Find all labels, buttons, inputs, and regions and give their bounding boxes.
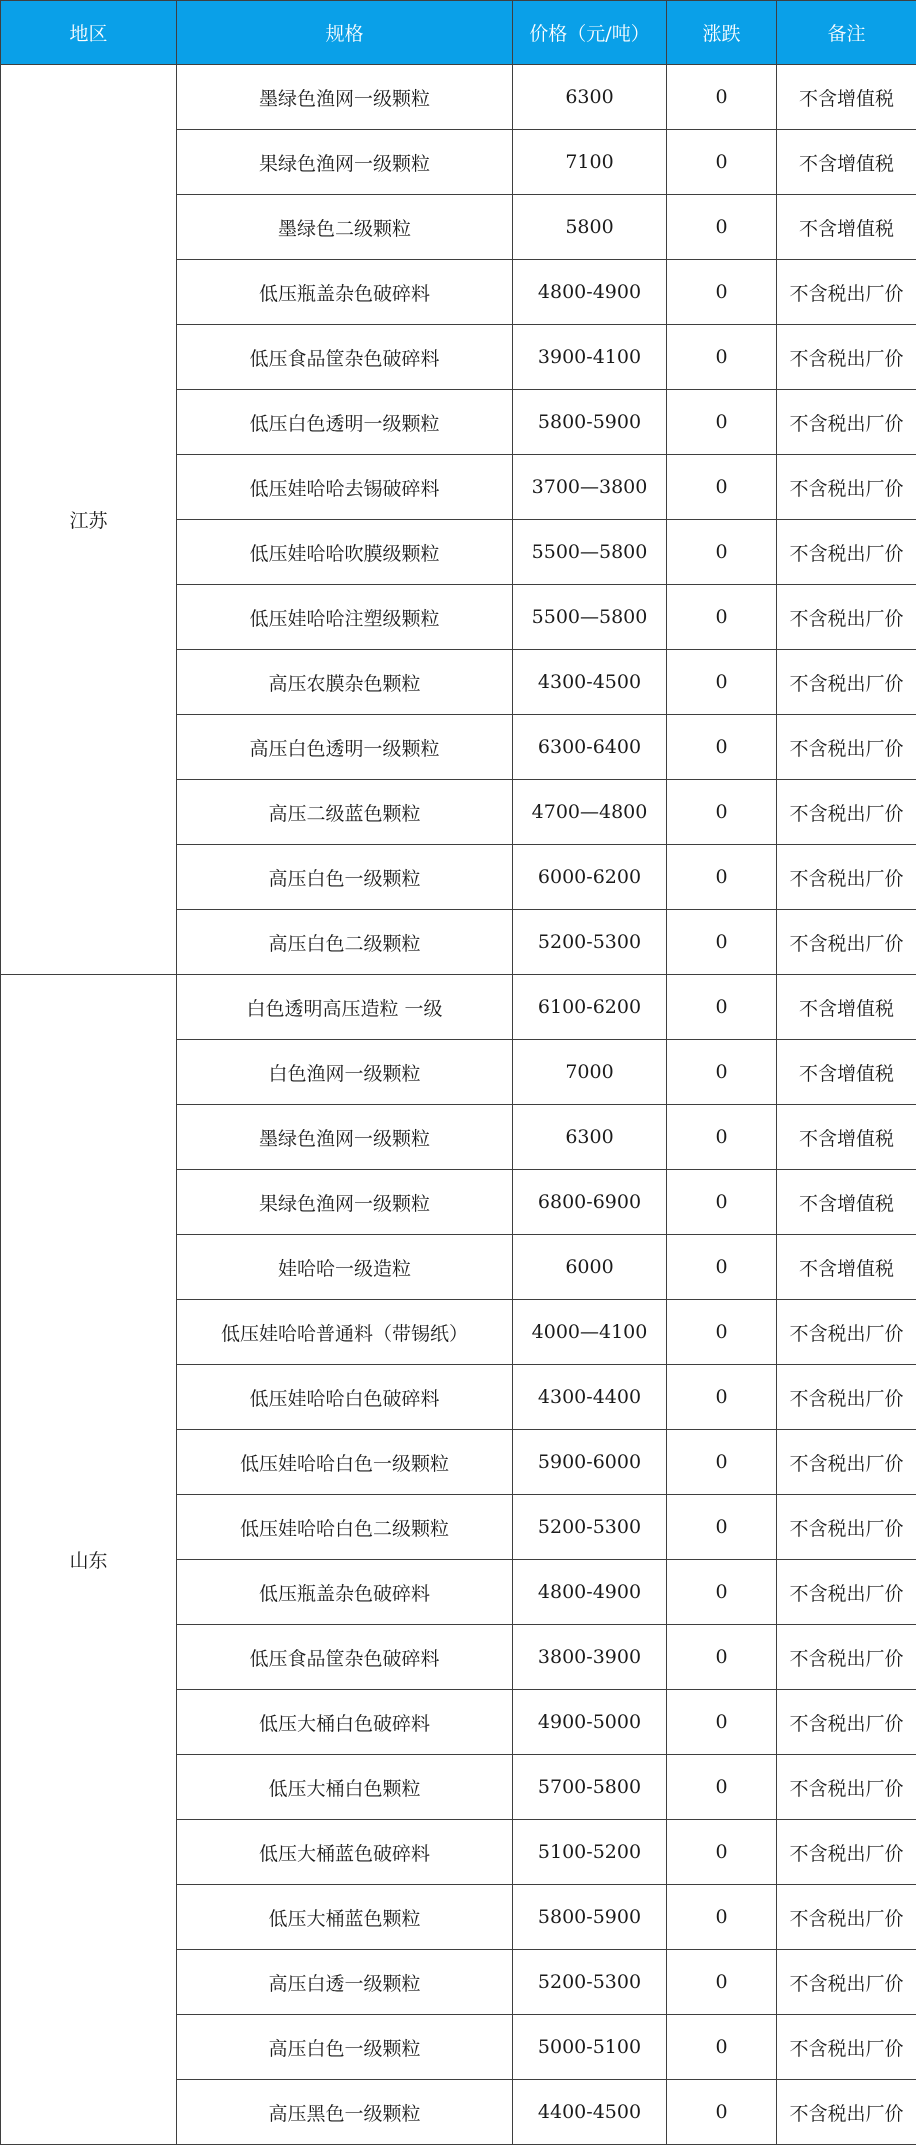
spec-cell: 果绿色渔网一级颗粒: [177, 130, 513, 195]
change-cell: 0: [667, 455, 777, 520]
change-cell: 0: [667, 2080, 777, 2145]
header-region: 地区: [1, 1, 177, 65]
price-cell: 5200-5300: [513, 910, 667, 975]
price-cell: 6100-6200: [513, 975, 667, 1040]
spec-cell: 低压大桶蓝色破碎料: [177, 1820, 513, 1885]
note-cell: 不含税出厂价: [777, 2015, 916, 2080]
header-price: 价格（元/吨）: [513, 1, 667, 65]
table-row: [1, 975, 916, 1040]
note-cell: 不含税出厂价: [777, 260, 916, 325]
spec-cell: 高压二级蓝色颗粒: [177, 780, 513, 845]
note-cell: 不含增值税: [777, 975, 916, 1040]
region-cell: 山东: [1, 975, 177, 2145]
price-cell: 4800-4900: [513, 260, 667, 325]
spec-cell: 低压大桶蓝色颗粒: [177, 1885, 513, 1950]
change-cell: 0: [667, 1885, 777, 1950]
spec-cell: 低压大桶白色颗粒: [177, 1755, 513, 1820]
spec-cell: 低压娃哈哈吹膜级颗粒: [177, 520, 513, 585]
note-cell: 不含税出厂价: [777, 1820, 916, 1885]
change-cell: 0: [667, 390, 777, 455]
change-cell: 0: [667, 1105, 777, 1170]
note-cell: 不含税出厂价: [777, 1625, 916, 1690]
spec-cell: 高压黑色一级颗粒: [177, 2080, 513, 2145]
header-spec: 规格: [177, 1, 513, 65]
spec-cell: 白色渔网一级颗粒: [177, 1040, 513, 1105]
header-change: 涨跌: [667, 1, 777, 65]
spec-cell: 墨绿色渔网一级颗粒: [177, 65, 513, 130]
spec-cell: 低压大桶白色破碎料: [177, 1690, 513, 1755]
spec-cell: 低压白色透明一级颗粒: [177, 390, 513, 455]
note-cell: 不含税出厂价: [777, 650, 916, 715]
price-cell: 5800: [513, 195, 667, 260]
spec-cell: 低压食品筐杂色破碎料: [177, 325, 513, 390]
change-cell: 0: [667, 65, 777, 130]
spec-cell: 娃哈哈一级造粒: [177, 1235, 513, 1300]
change-cell: 0: [667, 780, 777, 845]
price-cell: 5200-5300: [513, 1495, 667, 1560]
note-cell: 不含税出厂价: [777, 715, 916, 780]
price-cell: 5500—5800: [513, 520, 667, 585]
spec-cell: 高压白色透明一级颗粒: [177, 715, 513, 780]
change-cell: 0: [667, 1430, 777, 1495]
change-cell: 0: [667, 1495, 777, 1560]
note-cell: 不含增值税: [777, 1235, 916, 1300]
note-cell: 不含税出厂价: [777, 1950, 916, 2015]
change-cell: 0: [667, 1300, 777, 1365]
spec-cell: 高压农膜杂色颗粒: [177, 650, 513, 715]
spec-cell: 白色透明高压造粒 一级: [177, 975, 513, 1040]
note-cell: 不含税出厂价: [777, 2080, 916, 2145]
change-cell: 0: [667, 715, 777, 780]
change-cell: 0: [667, 1365, 777, 1430]
change-cell: 0: [667, 845, 777, 910]
change-cell: 0: [667, 1170, 777, 1235]
change-cell: 0: [667, 1040, 777, 1105]
price-cell: 5800-5900: [513, 390, 667, 455]
price-cell: 4300-4500: [513, 650, 667, 715]
price-cell: 5500—5800: [513, 585, 667, 650]
price-cell: 7100: [513, 130, 667, 195]
price-cell: 6800-6900: [513, 1170, 667, 1235]
price-cell: 5700-5800: [513, 1755, 667, 1820]
note-cell: 不含税出厂价: [777, 390, 916, 455]
price-cell: 6000-6200: [513, 845, 667, 910]
note-cell: 不含税出厂价: [777, 1300, 916, 1365]
note-cell: 不含增值税: [777, 1040, 916, 1105]
change-cell: 0: [667, 195, 777, 260]
price-cell: 3700—3800: [513, 455, 667, 520]
change-cell: 0: [667, 1755, 777, 1820]
note-cell: 不含增值税: [777, 1105, 916, 1170]
price-cell: 4400-4500: [513, 2080, 667, 2145]
note-cell: 不含税出厂价: [777, 1430, 916, 1495]
change-cell: 0: [667, 260, 777, 325]
note-cell: 不含税出厂价: [777, 910, 916, 975]
spec-cell: 低压瓶盖杂色破碎料: [177, 1560, 513, 1625]
price-cell: 3800-3900: [513, 1625, 667, 1690]
change-cell: 0: [667, 1235, 777, 1300]
spec-cell: 高压白色二级颗粒: [177, 910, 513, 975]
spec-cell: 低压食品筐杂色破碎料: [177, 1625, 513, 1690]
spec-cell: 低压娃哈哈白色破碎料: [177, 1365, 513, 1430]
change-cell: 0: [667, 1625, 777, 1690]
spec-cell: 高压白透一级颗粒: [177, 1950, 513, 2015]
change-cell: 0: [667, 585, 777, 650]
price-cell: 5000-5100: [513, 2015, 667, 2080]
table-header: [1, 1, 916, 65]
note-cell: 不含增值税: [777, 195, 916, 260]
price-cell: 7000: [513, 1040, 667, 1105]
price-cell: 4800-4900: [513, 1560, 667, 1625]
change-cell: 0: [667, 1560, 777, 1625]
note-cell: 不含税出厂价: [777, 455, 916, 520]
change-cell: 0: [667, 650, 777, 715]
spec-cell: 果绿色渔网一级颗粒: [177, 1170, 513, 1235]
price-cell: 5800-5900: [513, 1885, 667, 1950]
change-cell: 0: [667, 2015, 777, 2080]
header-note: 备注: [777, 1, 916, 65]
note-cell: 不含税出厂价: [777, 1690, 916, 1755]
note-cell: 不含税出厂价: [777, 1755, 916, 1820]
spec-cell: 低压娃哈哈注塑级颗粒: [177, 585, 513, 650]
note-cell: 不含税出厂价: [777, 780, 916, 845]
change-cell: 0: [667, 520, 777, 585]
spec-cell: 低压娃哈哈白色一级颗粒: [177, 1430, 513, 1495]
change-cell: 0: [667, 1690, 777, 1755]
note-cell: 不含税出厂价: [777, 1560, 916, 1625]
price-cell: 6300-6400: [513, 715, 667, 780]
price-cell: 4300-4400: [513, 1365, 667, 1430]
note-cell: 不含税出厂价: [777, 325, 916, 390]
spec-cell: 墨绿色渔网一级颗粒: [177, 1105, 513, 1170]
price-cell: 6300: [513, 65, 667, 130]
price-cell: 5900-6000: [513, 1430, 667, 1495]
price-cell: 5200-5300: [513, 1950, 667, 2015]
price-cell: 5100-5200: [513, 1820, 667, 1885]
region-cell: 江苏: [1, 65, 177, 975]
note-cell: 不含增值税: [777, 65, 916, 130]
table-body: [1, 65, 916, 2145]
change-cell: 0: [667, 325, 777, 390]
spec-cell: 低压娃哈哈去锡破碎料: [177, 455, 513, 520]
price-cell: 6000: [513, 1235, 667, 1300]
change-cell: 0: [667, 130, 777, 195]
price-cell: 4000—4100: [513, 1300, 667, 1365]
change-cell: 0: [667, 910, 777, 975]
spec-cell: 低压瓶盖杂色破碎料: [177, 260, 513, 325]
change-cell: 0: [667, 1820, 777, 1885]
note-cell: 不含税出厂价: [777, 845, 916, 910]
spec-cell: 高压白色一级颗粒: [177, 845, 513, 910]
price-cell: 3900-4100: [513, 325, 667, 390]
note-cell: 不含税出厂价: [777, 1365, 916, 1430]
change-cell: 0: [667, 975, 777, 1040]
change-cell: 0: [667, 1950, 777, 2015]
price-cell: 4900-5000: [513, 1690, 667, 1755]
header-row: [1, 1, 916, 65]
note-cell: 不含税出厂价: [777, 520, 916, 585]
table-row: [1, 65, 916, 130]
note-cell: 不含税出厂价: [777, 1495, 916, 1560]
spec-cell: 低压娃哈哈普通料（带锡纸）: [177, 1300, 513, 1365]
note-cell: 不含增值税: [777, 1170, 916, 1235]
spec-cell: 低压娃哈哈白色二级颗粒: [177, 1495, 513, 1560]
spec-cell: 墨绿色二级颗粒: [177, 195, 513, 260]
note-cell: 不含税出厂价: [777, 1885, 916, 1950]
price-cell: 6300: [513, 1105, 667, 1170]
note-cell: 不含增值税: [777, 130, 916, 195]
price-cell: 4700—4800: [513, 780, 667, 845]
note-cell: 不含税出厂价: [777, 585, 916, 650]
spec-cell: 高压白色一级颗粒: [177, 2015, 513, 2080]
